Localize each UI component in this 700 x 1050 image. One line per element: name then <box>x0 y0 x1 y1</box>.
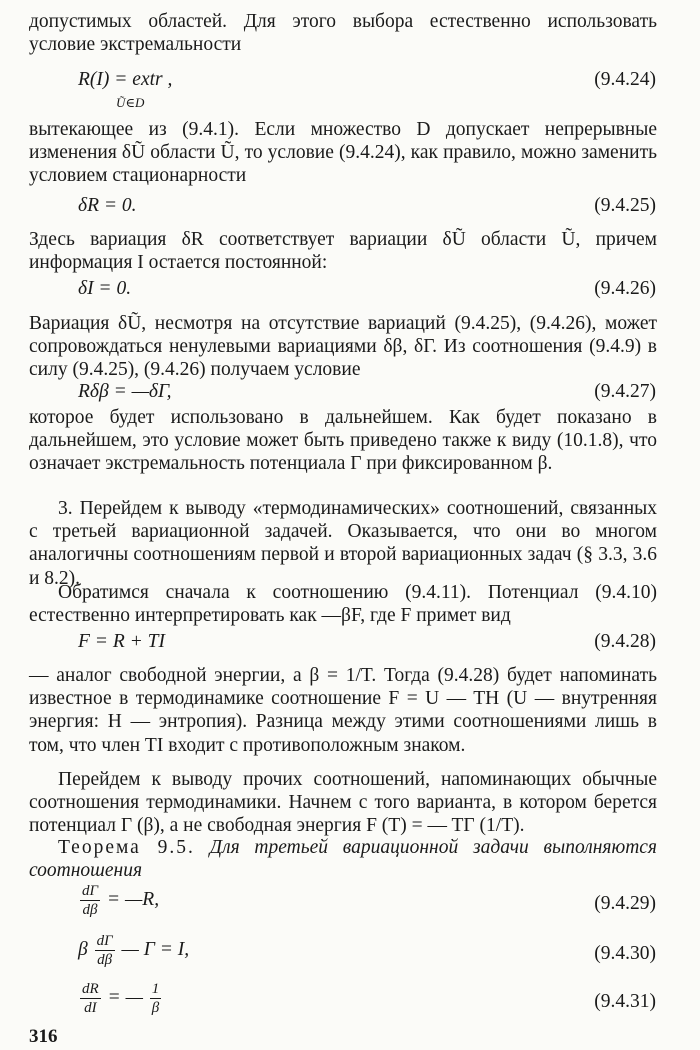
paragraph-1: допустимых областей. Для этого выбора естественно использовать условие экстремальности <box>29 11 657 56</box>
equation-9-4-24: R(I) = extr , <box>78 69 173 90</box>
paragraph-9: Перейдем к выводу прочих соотношений, напоминающих обычные соотношения термодинамики. Начнем с того варианта, в котором берется потенциал Γ (β), а не свободная энергия F (T) = — TΓ (1/T). <box>29 769 657 837</box>
fraction-one-over-beta: $\frac{1}{\beta}$ <box>151 981 160 1016</box>
equation-9-4-28: F = R + TI <box>78 631 165 652</box>
equation-rhs: — Γ = I, <box>121 938 190 960</box>
paragraph-2: вытекающее из (9.4.1). Если множество D допускает непрерывные изменения δŨ области Ũ, то условие (9.4.24), как правило, можно заменить условием стационарности <box>29 119 657 187</box>
paragraph-5: которое будет использовано в дальнейшем. Как будет показано в дальнейшем, это условие может быть приведено также к виду (10.1.8), что означает экстремальность потенциала Γ при фиксированном β. <box>29 407 657 475</box>
fraction-dgamma-dbeta: $\frac{d\Gamma}{d\beta}$ <box>82 883 99 918</box>
equation-rhs: = — <box>107 986 143 1008</box>
equation-number-9-4-25: (9.4.25) <box>594 195 656 216</box>
equation-number-9-4-31: (9.4.31) <box>594 991 656 1012</box>
equation-9-4-25: δR = 0. <box>78 195 137 216</box>
equation-9-4-30 <box>78 932 189 969</box>
extr-subscript: Ũ∈D <box>116 95 145 110</box>
paragraph-6: 3. Перейдем к выводу «термодинамических» соотношений, связанных с третьей вариационной задачей. Оказывается, что они во многом аналогичны соотношениям первой и второй вариационных задач (§ 3.3, 3.6 и 8.2). <box>29 498 657 589</box>
equation-number-9-4-27: (9.4.27) <box>594 381 656 402</box>
equation-lhs: β <box>78 938 88 960</box>
equation-number-9-4-26: (9.4.26) <box>594 278 656 299</box>
theorem-text: Для третьей вариационной задачи выполняются соотношения <box>29 837 657 882</box>
page-number: 316 <box>29 1026 58 1047</box>
fraction-dr-di: $\frac{dR}{dI}$ <box>82 981 99 1016</box>
equation-rhs: = —R, <box>106 888 160 910</box>
theorem-label: Теорема 9.5. <box>58 837 195 858</box>
equation-number-9-4-24: (9.4.24) <box>594 69 656 90</box>
fraction-dgamma-dbeta: $\frac{d\Gamma}{d\beta}$ <box>96 933 113 968</box>
equation-number-9-4-29: (9.4.29) <box>594 893 656 914</box>
paragraph-3: Здесь вариация δR соответствует вариации δŨ области Ũ, причем информация I остается постоянной: <box>29 229 657 274</box>
equation-9-4-29 <box>78 882 159 919</box>
paragraph-7: Обратимся сначала к соотношению (9.4.11). Потенциал (9.4.10) естественно интерпретировать как —βF, где F примет вид <box>29 582 657 627</box>
equation-9-4-26: δI = 0. <box>78 278 132 299</box>
equation-9-4-27: Rδβ = —δΓ, <box>78 381 172 402</box>
equation-number-9-4-30: (9.4.30) <box>594 943 656 964</box>
paragraph-8: — аналог свободной энергии, а β = 1/T. Тогда (9.4.28) будет напоминать известное в термодинамике соотношение F = U — TH (U — внутренняя энергия: H — энтропия). Разница между этими соотношениями лишь в том, что член TI входит с противоположным знаком. <box>29 665 657 756</box>
theorem-9-5 <box>29 836 657 882</box>
equation-9-4-31 <box>78 980 163 1017</box>
equation-number-9-4-28: (9.4.28) <box>594 631 656 652</box>
paragraph-4: Вариация δŨ, несмотря на отсутствие вариаций (9.4.25), (9.4.26), может сопровождаться ненулевыми вариациями δβ, δΓ. Из соотношения (9.4.9) в силу (9.4.25), (9.4.26) получаем условие <box>29 313 657 381</box>
